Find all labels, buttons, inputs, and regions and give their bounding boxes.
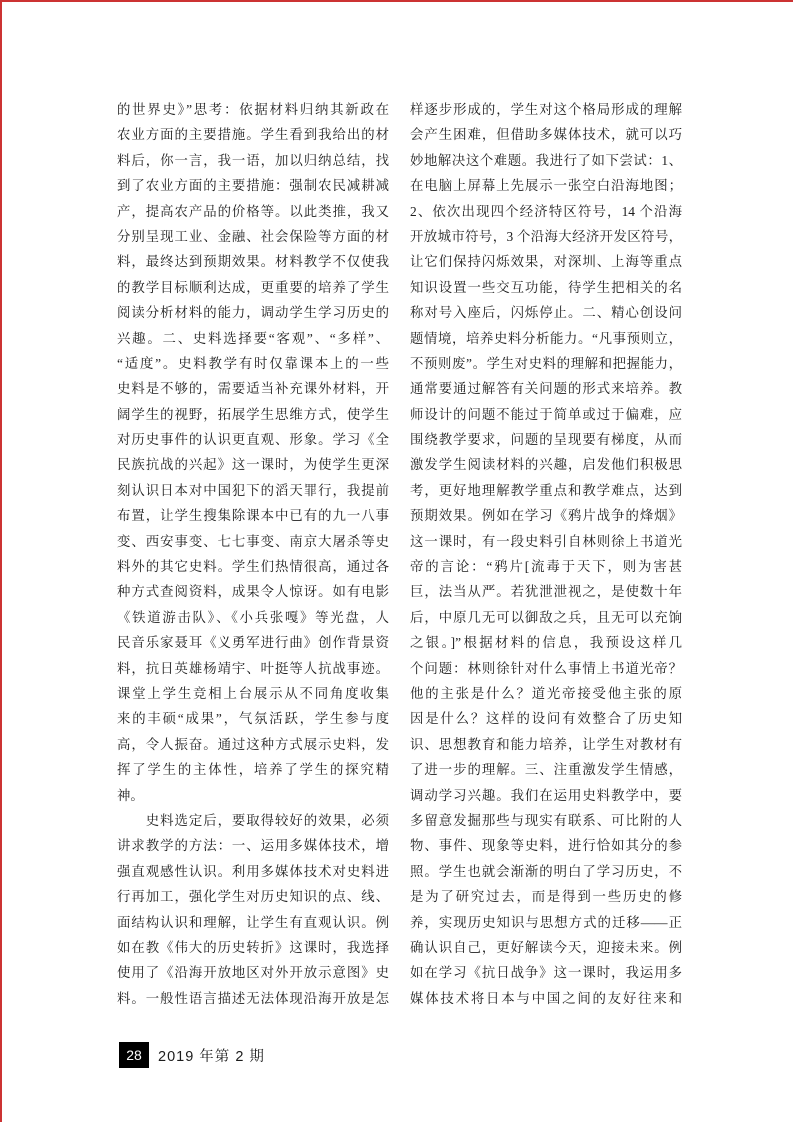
text-line: 会产生困难，但借助多媒体技术，就可以巧 <box>410 127 682 143</box>
text-line: 识、思想教育和能力培养，让学生对教材有 <box>410 736 682 752</box>
text-line: 因是什么？这样的设问有效整合了历史知 <box>410 711 682 727</box>
left-column <box>117 97 389 1011</box>
text-line: 调动学习兴趣。我们在运用史料教学中，要 <box>410 787 682 803</box>
text-line: 行再加工，强化学生对历史知识的点、线、 <box>117 889 389 905</box>
text-line: 样逐步形成的，学生对这个格局形成的理解 <box>410 102 682 117</box>
text-line: 对历史事件的认识更直观、形象。学习《全 <box>117 432 389 448</box>
text-line: 开放城市符号，3 个沿海大经济开发区符号， <box>410 228 682 244</box>
text-line: 到了农业方面的主要措施：强制农民减耕减 <box>117 178 389 194</box>
text-line: 种方式查阅资料，成果令人惊讶。如有电影 <box>117 584 389 600</box>
text-line: 农业方面的主要措施。学生看到我给出的材 <box>117 127 389 143</box>
article-body <box>117 97 682 1011</box>
text-line: 这一课时，有一段史料引自林则徐上书道光 <box>410 533 682 549</box>
text-line: 考，更好地理解教学重点和教学难点，达到 <box>410 482 682 498</box>
text-line: 史料是不够的，需要适当补充课外材料，开 <box>117 381 389 397</box>
text-line: 多留意发掘那些与现实有联系、可比附的人 <box>410 812 682 828</box>
page-number-badge: 28 <box>119 1042 149 1068</box>
text-line: 兴趣。二、史料选择要“客观”、“多样”、 <box>117 330 389 346</box>
text-line: 题情境，培养史料分析能力。“凡事预则立， <box>410 330 682 346</box>
text-line: 如在学习《抗日战争》这一课时，我运用多 <box>410 965 682 981</box>
text-line: 料外的其它史料。学生们热情很高，通过各 <box>117 559 389 575</box>
text-line: 物、事件、现象等史料，进行恰如其分的参 <box>410 838 682 854</box>
text-line: 他的主张是什么？道光帝接受他主张的原 <box>410 685 682 701</box>
text-line: 养，实现历史知识与思想方式的迁移——正 <box>410 914 682 930</box>
text-line: 《铁道游击队》、《小兵张嘎》等光盘，人 <box>117 609 389 625</box>
text-line: 使用了《沿海开放地区对外开放示意图》史 <box>117 965 389 981</box>
text-line: 预期效果。例如在学习《鸦片战争的烽烟》 <box>410 508 682 524</box>
text-line: 照。学生也就会渐渐的明白了学习历史，不 <box>410 863 682 879</box>
text-line: 后，中原几无可以御敌之兵，且无可以充饷 <box>410 609 682 625</box>
text-line: 阅读分析材料的能力，调动学生学习历史的 <box>117 305 389 321</box>
text-line: 产，提高农产品的价格等。以此类推，我又 <box>117 203 389 219</box>
text-line: 称对号入座后，闪烁停止。二、精心创设问 <box>410 305 682 321</box>
text-line: 妙地解决这个难题。我进行了如下尝试：1、 <box>410 152 682 168</box>
text-line: 料后，你一言，我一语，加以归纳总结，找 <box>117 152 389 168</box>
text-line: 如在教《伟大的历史转折》这课时，我选择 <box>117 939 389 955</box>
text-line: 挥了学生的主体性，培养了学生的探究精 <box>117 762 389 778</box>
text-line: 民音乐家聂耳《义勇军进行曲》创作背景资 <box>117 635 389 651</box>
text-line: 分别呈现工业、金融、社会保险等方面的材 <box>117 228 389 244</box>
text-line: 个问题：林则徐针对什么事情上书道光帝？ <box>410 660 682 676</box>
text-line: 课堂上学生竞相上台展示从不同角度收集 <box>117 685 389 701</box>
text-line: 料，最终达到预期效果。材料教学不仅使我 <box>117 254 389 270</box>
text-line: 之银。]”根据材料的信息，我预设这样几 <box>410 635 682 651</box>
text-line: 料。一般性语言描述无法体现沿海开放是怎 <box>117 990 389 1006</box>
text-line: 确认识自己，更好解读今天，迎接未来。例 <box>410 939 682 955</box>
text-line: 巨，法当从严。若犹泄泄视之，是使数十年 <box>410 584 682 600</box>
text-line: 的教学目标顺利达成，更重要的培养了学生 <box>117 279 389 295</box>
text-line: 刻认识日本对中国犯下的滔天罪行，我提前 <box>117 482 389 498</box>
text-line: 让它们保持闪烁效果，对深圳、上海等重点 <box>410 254 682 270</box>
text-line: 的世界史》”思考：依据材料归纳其新政在 <box>117 102 389 117</box>
text-line: 史料选定后，要取得较好的效果，必须 <box>117 812 389 828</box>
text-line: 阔学生的视野，拓展学生思维方式，使学生 <box>117 406 389 422</box>
text-line: 是为了研究过去，而是得到一些历史的修 <box>410 889 682 905</box>
text-line: 知识设置一些交互功能，待学生把相关的名 <box>410 279 682 295</box>
text-line: 激发学生阅读材料的兴趣，启发他们积极思 <box>410 457 682 473</box>
text-line: 料，抗日英雄杨靖宇、叶挺等人抗战事迹。 <box>117 660 389 676</box>
text-line: 通常要通过解答有关问题的形式来培养。教 <box>410 381 682 397</box>
text-line: 围绕教学要求，问题的呈现要有梯度，从而 <box>410 432 682 448</box>
text-line: “适度”。史料教学有时仅靠课本上的一些 <box>117 355 389 371</box>
text-line: 讲求教学的方法：一、运用多媒体技术，增 <box>117 838 389 854</box>
text-line: 变、西安事变、七七事变、南京大屠杀等史 <box>117 533 389 549</box>
text-line: 师设计的问题不能过于简单或过于偏难，应 <box>410 406 682 422</box>
right-column <box>410 97 682 1011</box>
text-line: 不预则废”。学生对史料的理解和把握能力， <box>410 355 682 371</box>
text-line: 强直观感性认识。利用多媒体技术对史料进 <box>117 863 389 879</box>
text-line: 在电脑上屏幕上先展示一张空白沿海地图； <box>410 178 682 194</box>
text-line: 媒体技术将日本与中国之间的友好往来和 <box>410 990 682 1006</box>
text-line: 面结构认识和理解，让学生有直观认识。例 <box>117 914 389 930</box>
text-line: 2、依次出现四个经济特区符号，14 个沿海 <box>410 203 682 219</box>
text-line: 帝的言论：“鸦片[流毒于天下，则为害甚 <box>410 559 682 575</box>
page-footer <box>119 1042 265 1068</box>
text-line: 来的丰硕“成果”，气氛活跃，学生参与度 <box>117 711 389 727</box>
issue-label: 2019 年第 2 期 <box>158 1048 265 1065</box>
text-line: 了进一步的理解。三、注重激发学生情感， <box>410 762 682 778</box>
text-line: 布置，让学生搜集除课本中已有的九一八事 <box>117 508 389 524</box>
text-line: 民族抗战的兴起》这一课时，为使学生更深 <box>117 457 389 473</box>
text-line: 神。 <box>117 787 144 803</box>
text-line: 高，令人振奋。通过这种方式展示史料，发 <box>117 736 389 752</box>
